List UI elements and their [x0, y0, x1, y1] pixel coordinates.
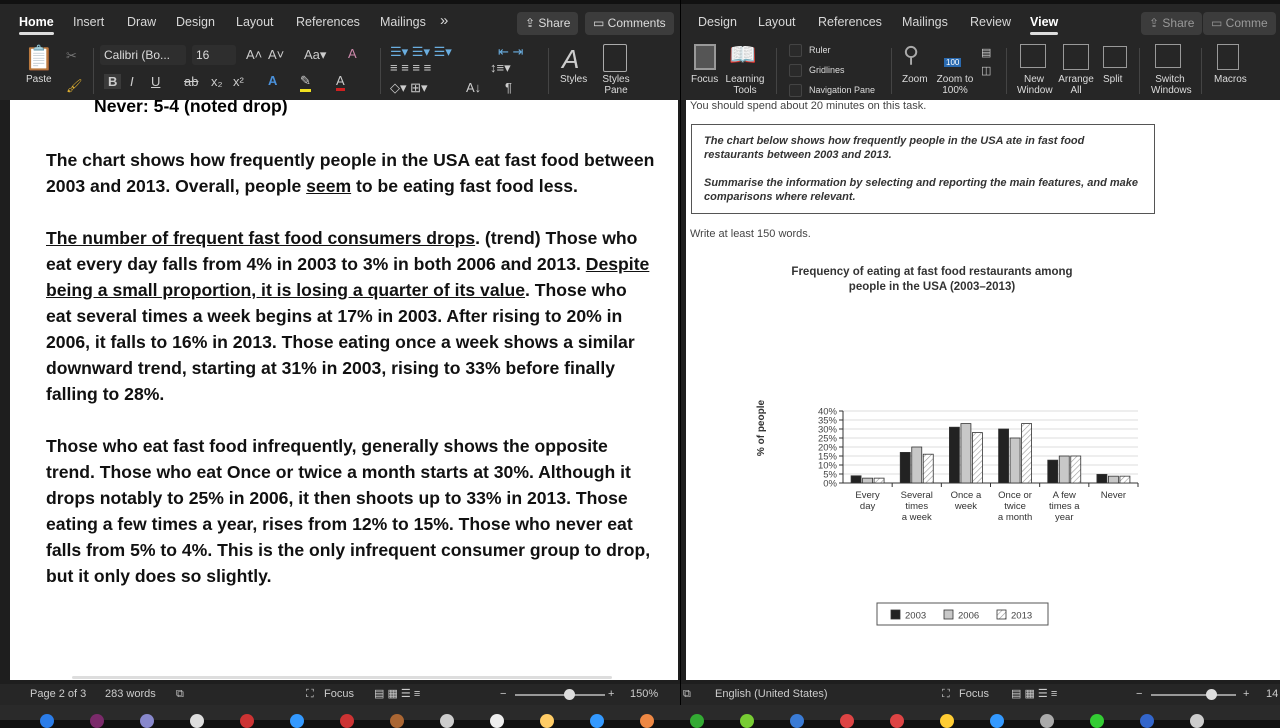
share-label: Share — [538, 16, 571, 30]
dock-app-icon[interactable] — [340, 714, 354, 728]
tab-review[interactable]: Review — [970, 15, 1011, 29]
tab-design[interactable]: Design — [176, 15, 215, 29]
word-requirement: Write at least 150 words. — [690, 228, 811, 240]
chart-title-line2: people in the USA (2003–2013) — [848, 281, 1016, 293]
tab-view[interactable]: View — [1030, 15, 1059, 29]
pilcrow-icon[interactable]: ¶ — [505, 80, 512, 95]
dock-app-icon[interactable] — [40, 714, 54, 728]
dock-app-icon[interactable] — [740, 714, 754, 728]
align-icons[interactable]: ≡ ≡ ≡ ≡ — [390, 60, 432, 75]
gridlines-label: Gridlines — [809, 65, 845, 75]
task-document-page[interactable] — [686, 100, 1280, 680]
styles-pane-icon[interactable] — [603, 44, 627, 72]
x-tick-label: Never — [1100, 490, 1127, 501]
bar-2006 — [1010, 438, 1020, 483]
status-bar — [0, 684, 680, 705]
tab-insert[interactable]: Insert — [73, 15, 105, 29]
grow-font-icon[interactable]: A˄ — [246, 47, 263, 62]
bar-2013 — [923, 454, 933, 483]
tab-references[interactable]: References — [296, 15, 360, 29]
x-tick-label: times a — [1048, 501, 1080, 512]
change-case-icon[interactable]: Aa▾ — [304, 47, 327, 62]
text-effects-icon[interactable]: A — [268, 73, 278, 88]
zoom-level[interactable]: 14 — [1266, 688, 1279, 700]
share-icon: ⇪ — [1149, 16, 1163, 30]
focus-label[interactable]: Focus — [324, 688, 354, 700]
paste-icon[interactable]: 📋 — [24, 45, 54, 72]
ruler-label: Ruler — [809, 45, 831, 55]
view-ribbon — [681, 42, 1280, 100]
zoom-100-icon[interactable]: 100 — [946, 58, 960, 67]
split-label[interactable]: Split — [1103, 74, 1123, 85]
styles-pane-label[interactable]: Styles Pane — [602, 74, 630, 96]
chart-title-line1: Frequency of eating at fast food restaurants among — [791, 266, 1073, 278]
bold-icon[interactable]: B — [104, 74, 121, 89]
text-run: The chart shows how frequently people in the USA eat fast food between 2003 and 2013. Overall, people — [46, 150, 655, 196]
comments-label: Comme — [1225, 16, 1268, 30]
comments-button[interactable] — [1203, 12, 1276, 35]
styles-label[interactable]: Styles — [560, 74, 588, 85]
proofing-icon[interactable]: ⧉ — [176, 688, 184, 700]
zoom-slider-knob[interactable] — [1206, 689, 1217, 700]
bar-2006 — [1059, 456, 1069, 483]
ribbon-tabs — [681, 0, 1280, 42]
zoom-100-label[interactable]: Zoom to 100% — [936, 74, 974, 96]
ribbon-tabs — [0, 0, 680, 42]
split-icon[interactable] — [1103, 46, 1127, 68]
y-tick-label: 20% — [817, 442, 837, 454]
bar-2006 — [1108, 476, 1118, 483]
bar-2006 — [961, 424, 971, 483]
macros-label[interactable]: Macros — [1214, 74, 1247, 85]
dock-app-icon[interactable] — [1090, 714, 1104, 728]
focus-label[interactable]: Focus — [691, 74, 719, 85]
essay-paragraph[interactable] — [46, 147, 656, 199]
paste-label[interactable]: Paste — [26, 74, 52, 85]
format-painter-icon[interactable]: 🖌 — [66, 78, 83, 93]
dock-app-icon[interactable] — [190, 714, 204, 728]
x-tick-label: A few — [1052, 490, 1076, 501]
comments-button[interactable] — [585, 12, 674, 35]
share-label: Share — [1162, 16, 1195, 30]
bar-2003 — [1048, 460, 1058, 483]
x-tick-label: Once or — [998, 490, 1032, 501]
zoom-slider[interactable] — [1151, 694, 1236, 696]
zoom-slider-knob[interactable] — [564, 689, 575, 700]
y-tick-label: 10% — [817, 460, 837, 472]
focus-icon[interactable]: ⛶ — [306, 688, 314, 700]
status-bar — [681, 684, 1280, 705]
bar-2003 — [999, 429, 1009, 483]
text-run: to be eating fast food less. — [351, 176, 578, 196]
dock-app-icon[interactable] — [840, 714, 854, 728]
underline-icon[interactable]: U — [151, 74, 161, 89]
tab-draw[interactable]: Draw — [127, 15, 157, 29]
dock-app-icon[interactable] — [640, 714, 654, 728]
dock-app-icon[interactable] — [1190, 714, 1204, 728]
zoom-level[interactable]: 150% — [630, 688, 659, 700]
cut-icon[interactable]: ✂ — [66, 48, 77, 63]
bar-2013 — [972, 433, 982, 483]
y-tick-label: 15% — [817, 451, 837, 463]
x-tick-label: times — [905, 501, 929, 512]
x-tick-label: day — [859, 501, 876, 512]
macros-icon[interactable] — [1217, 44, 1239, 70]
bar-2003 — [949, 427, 959, 483]
new-window-label[interactable]: New Window — [1017, 74, 1053, 96]
focus-label[interactable]: Focus — [959, 688, 989, 700]
print-layout-icon[interactable]: ▤ ▦ ☰ ≡ — [374, 688, 421, 700]
page-count[interactable]: Page 2 of 3 — [30, 688, 87, 700]
horizontal-scrollbar[interactable] — [72, 676, 612, 679]
legend-label: 2006 — [958, 610, 980, 622]
tab-design[interactable]: Design — [698, 15, 737, 29]
zoom-in-button[interactable]: + — [608, 688, 615, 700]
text-run: Those who eat fast food infrequently, generally shows the opposite trend. Those who eat Once or twice a month starts at 30%. Although it drops notably to 25% in 2006, it then shoots up to 33% in 2013. Those eating a few times a year, rises from 12% to 15%. Those who never eat falls from 5% to 4%. This is the only infrequent consumer group to drop, but it only does so slightly. — [46, 436, 651, 586]
shrink-font-icon[interactable]: A˅ — [268, 47, 285, 62]
task-prompt: The chart below shows how frequently people in the USA ate in fast food restaurants between 2003 and 2013. — [704, 135, 1085, 161]
dock-app-icon[interactable] — [790, 714, 804, 728]
tab-references[interactable]: References — [818, 15, 882, 29]
dock-app-icon[interactable] — [90, 714, 104, 728]
text-run: . (trend) Those who eat every day falls from 4% in 2003 to 3% in both 2006 and 2013. — [46, 228, 638, 274]
tab-home[interactable]: Home — [19, 15, 54, 29]
dock-app-icon[interactable] — [440, 714, 454, 728]
y-tick-label: 5% — [823, 469, 837, 481]
switch-windows-icon[interactable] — [1155, 44, 1181, 68]
x-tick-label: twice — [1004, 501, 1026, 512]
x-tick-label: a week — [901, 512, 932, 523]
word-window-right — [680, 0, 1280, 705]
y-tick-label: 35% — [817, 415, 837, 427]
legend-label: 2013 — [1011, 610, 1033, 622]
dock-app-icon[interactable] — [540, 714, 554, 728]
sort-icon[interactable]: A↓ — [466, 80, 482, 95]
styles-icon[interactable]: A — [562, 44, 580, 74]
new-window-icon[interactable] — [1020, 44, 1046, 68]
bar-2003 — [1097, 474, 1107, 483]
task-box — [691, 124, 1155, 214]
underlined-text: seem — [306, 176, 352, 196]
learning-tools-label[interactable]: Learning Tools — [725, 74, 765, 96]
document-page[interactable] — [10, 100, 678, 680]
time-instruction: You should spend about 20 minutes on this task. — [690, 100, 927, 112]
dock-app-icon[interactable] — [890, 714, 904, 728]
dock — [0, 705, 1280, 720]
underlined-text: The number of frequent fast food consumers drops — [46, 228, 476, 248]
more-tabs-icon[interactable]: » — [440, 12, 449, 29]
tab-layout[interactable]: Layout — [236, 15, 274, 29]
share-icon: ⇪ — [525, 16, 539, 30]
share-button[interactable] — [517, 12, 578, 35]
ruler-checkbox[interactable] — [789, 44, 802, 57]
dock-app-icon[interactable] — [490, 714, 504, 728]
x-tick-label: year — [1055, 512, 1074, 523]
arrange-all-icon[interactable] — [1063, 44, 1089, 70]
dock-app-icon[interactable] — [940, 714, 954, 728]
learning-tools-icon[interactable]: 📖 — [729, 42, 757, 67]
bar-2013 — [874, 478, 884, 483]
focus-icon[interactable]: ⛶ — [942, 688, 950, 700]
comment-icon: ▭ — [1211, 16, 1226, 30]
clear-formatting-icon[interactable]: A — [348, 46, 357, 61]
x-tick-label: week — [954, 501, 978, 512]
y-tick-label: 0% — [823, 478, 837, 490]
bar-2003 — [851, 476, 861, 483]
language[interactable]: English (United States) — [715, 688, 828, 700]
font-size-select[interactable]: 16 — [192, 45, 236, 65]
y-tick-label: 40% — [817, 406, 837, 418]
dock-app-icon[interactable] — [390, 714, 404, 728]
proofing-icon[interactable]: ⧉ — [683, 688, 691, 700]
navigation-pane-label: Navigation Pane — [809, 85, 876, 95]
dock-app-icon[interactable] — [690, 714, 704, 728]
share-button[interactable] — [1141, 12, 1202, 35]
dock-app-icon[interactable] — [140, 714, 154, 728]
x-tick-label: Several — [900, 490, 933, 501]
legend-swatch-2013 — [997, 610, 1006, 619]
tab-layout[interactable]: Layout — [758, 15, 796, 29]
y-tick-label: 25% — [817, 433, 837, 445]
subscript-icon[interactable]: x₂ — [211, 74, 223, 89]
zoom-out-button[interactable]: − — [1136, 688, 1143, 700]
dock-app-icon[interactable] — [290, 714, 304, 728]
shading-icon[interactable]: ◇▾ ⊞▾ — [390, 80, 428, 95]
dock-app-icon[interactable] — [1040, 714, 1054, 728]
tab-mailings[interactable]: Mailings — [380, 15, 426, 29]
text-run: . Those who eat several times a week begins at 17% in 2003. After rising to 20% in 2006, it falls to 16% in 2013. Those eating once a week shows a similar downward trend, starting at 31% in 2003, rising to 33% before finally falling to 28%. — [46, 280, 635, 404]
legend-swatch-2006 — [944, 610, 953, 619]
y-axis-label: % of people — [756, 399, 767, 457]
zoom-icon[interactable]: ⚲ — [903, 42, 920, 67]
bar-2003 — [900, 452, 910, 483]
dock-app-icon[interactable] — [240, 714, 254, 728]
font-name-select[interactable]: Calibri (Bo... — [100, 45, 186, 65]
font-color-icon[interactable]: A — [336, 73, 345, 91]
word-count[interactable]: 283 words — [105, 688, 156, 700]
underlined-text: Despite being a small proportion, it is losing a quarter of its value — [46, 254, 650, 300]
dock-app-icon[interactable] — [590, 714, 604, 728]
x-tick-label: a month — [997, 512, 1033, 523]
legend-label: 2003 — [905, 610, 927, 622]
page-view-icons[interactable]: ▤ ◫ — [981, 47, 992, 77]
bar-2013 — [1071, 456, 1081, 483]
bullets-icon[interactable]: ☰▾ ☰▾ ☰▾ — [390, 44, 452, 59]
zoom-in-button[interactable]: + — [1243, 688, 1250, 700]
zoom-out-button[interactable]: − — [500, 688, 507, 700]
legend-swatch-2003 — [891, 610, 900, 619]
x-tick-label: Once a — [950, 490, 982, 501]
gridlines-checkbox[interactable] — [789, 64, 802, 77]
notes-line: Never: 5-4 (noted drop) — [94, 100, 288, 116]
dock-app-icon[interactable] — [1140, 714, 1154, 728]
zoom-label[interactable]: Zoom — [902, 74, 928, 85]
bar-chart — [741, 260, 1161, 640]
italic-icon[interactable]: I — [130, 74, 134, 89]
indent-icons[interactable]: ⇤ ⇥ — [498, 44, 524, 59]
switch-windows-label[interactable]: Switch Windows — [1151, 74, 1192, 96]
dock-app-icon[interactable] — [990, 714, 1004, 728]
comment-icon: ▭ — [593, 16, 608, 30]
bar-2013 — [1120, 476, 1130, 483]
focus-icon[interactable] — [694, 44, 716, 70]
navigation-pane-checkbox[interactable] — [789, 84, 802, 97]
y-tick-label: 30% — [817, 424, 837, 436]
bar-2013 — [1022, 424, 1032, 483]
comments-label: Comments — [607, 16, 666, 30]
highlight-icon[interactable]: ✎ — [300, 73, 311, 92]
x-tick-label: Every — [855, 490, 880, 501]
view-mode-icons[interactable]: ▤ ▦ ☰ ≡ — [1011, 688, 1058, 700]
home-ribbon — [0, 42, 680, 100]
essay-paragraph[interactable] — [46, 433, 656, 589]
bar-2006 — [863, 478, 873, 483]
essay-paragraph[interactable] — [46, 225, 656, 407]
arrange-all-label[interactable]: Arrange All — [1058, 74, 1094, 96]
task-instruction: Summarise the information by selecting and reporting the main features, and make comparisons where relevant. — [704, 177, 1138, 203]
essay-body[interactable] — [46, 147, 656, 615]
bar-2006 — [912, 447, 922, 483]
zoom-slider[interactable] — [515, 694, 605, 696]
tab-mailings[interactable]: Mailings — [902, 15, 948, 29]
strikethrough-icon[interactable]: ab — [184, 74, 199, 89]
line-spacing-icon[interactable]: ↕≡▾ — [490, 60, 511, 75]
superscript-icon[interactable]: x² — [233, 74, 244, 89]
